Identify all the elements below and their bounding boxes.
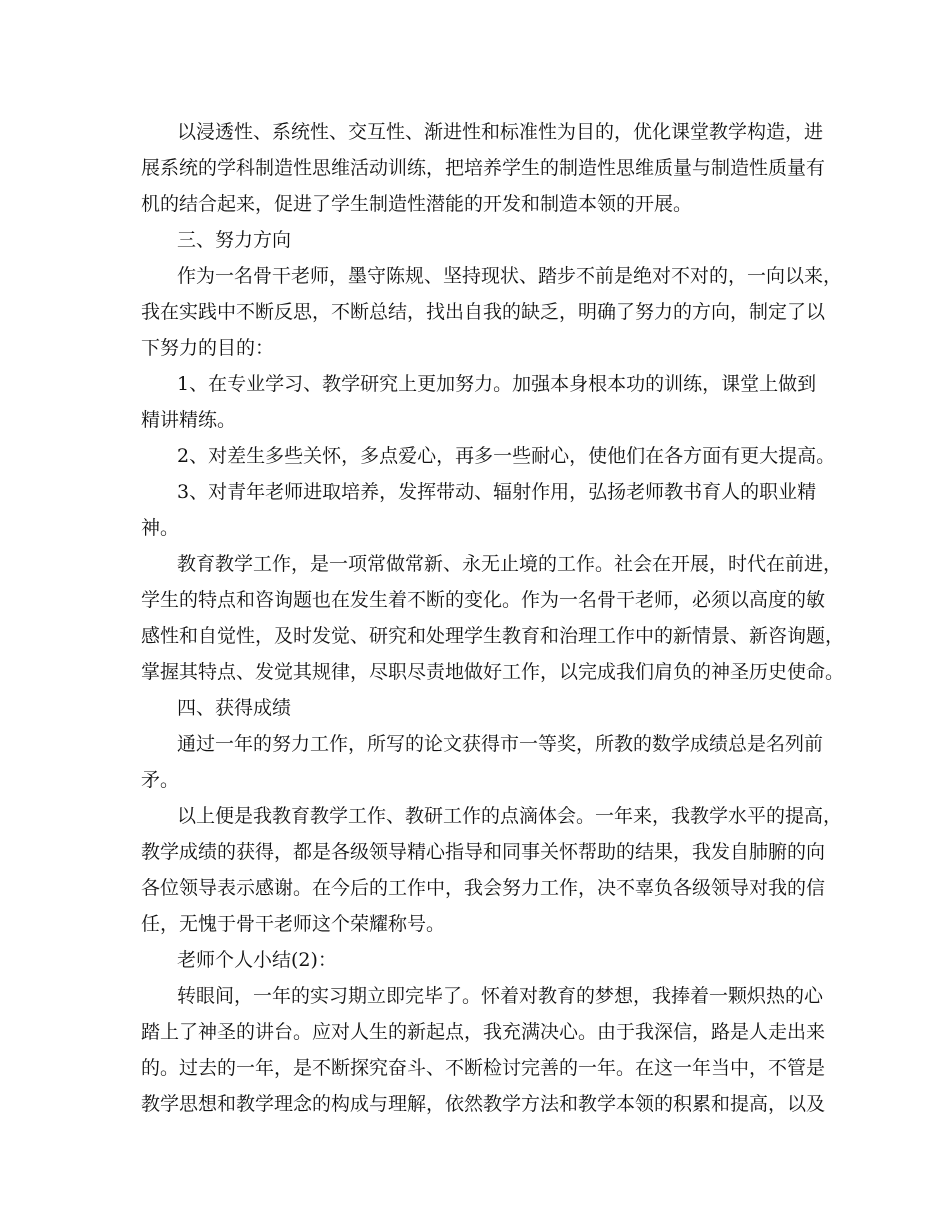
section-heading: 四、获得成绩 bbox=[177, 697, 292, 719]
text-line: 各位领导表示感谢。在今后的工作中，我会努力工作，决不辜负各级领导对我的信 bbox=[141, 877, 826, 899]
text-line: 掌握其特点、发觉其规律，尽职尽责地做好工作，以完成我们肩负的神圣历史使命。 bbox=[141, 661, 845, 683]
text-line: 教学成绩的获得，都是各级领导精心指导和同事关怀帮助的结果，我发自肺腑的向 bbox=[141, 841, 826, 863]
text-line: 神。 bbox=[141, 517, 180, 539]
list-item: 2、对差生多些关怀，多点爱心，再多一些耐心，使他们在各方面有更大提高。 bbox=[177, 445, 836, 467]
text-line: 的。过去的一年，是不断探究奋斗、不断检讨完善的一年。在这一年当中，不管是 bbox=[141, 1057, 826, 1079]
text-line: 机的结合起来，促进了学生制造性潜能的开发和制造本领的开展。 bbox=[141, 193, 693, 215]
section-heading: 三、努力方向 bbox=[177, 229, 292, 251]
text-line: 展系统的学科制造性思维活动训练，把培养学生的制造性思维质量与制造性质量有 bbox=[141, 157, 826, 179]
text-line: 我在实践中不断反思，不断总结，找出自我的缺乏，明确了努力的方向，制定了以 bbox=[141, 301, 826, 323]
list-item: 3、对青年老师进取培养，发挥带动、辐射作用，弘扬老师教书育人的职业精 bbox=[177, 481, 817, 503]
text-line: 踏上了神圣的讲台。应对人生的新起点，我充满决心。由于我深信，路是人走出来 bbox=[141, 1021, 826, 1043]
text-line: 感性和自觉性，及时发觉、研究和处理学生教育和治理工作中的新情景、新咨询题， bbox=[141, 625, 845, 647]
list-item: 1、在专业学习、教学研究上更加努力。加强本身根本功的训练，课堂上做到 bbox=[177, 373, 817, 395]
text-line: 下努力的目的： bbox=[141, 337, 275, 359]
text-line: 任，无愧于骨干老师这个荣耀称号。 bbox=[141, 913, 446, 935]
text-line: 学生的特点和咨询题也在发生着不断的变化。作为一名骨干老师，必须以高度的敏 bbox=[141, 589, 826, 611]
text-line: 作为一名骨干老师，墨守陈规、坚持现状、踏步不前是绝对不对的，一向以来， bbox=[177, 265, 843, 287]
text-line: 教学思想和教学理念的构成与理解，依然教学方法和教学本领的积累和提高，以及 bbox=[141, 1093, 826, 1115]
text-line: 以上便是我教育教学工作、教研工作的点滴体会。一年来，我教学水平的提高， bbox=[177, 805, 843, 827]
text-line: 精讲精练。 bbox=[141, 409, 237, 431]
section-heading: 老师个人小结(2)： bbox=[177, 949, 337, 971]
text-line: 教育教学工作，是一项常做常新、永无止境的工作。社会在开展，时代在前进， bbox=[177, 553, 843, 575]
text-line: 转眼间，一年的实习期立即完毕了。怀着对教育的梦想，我捧着一颗炽热的心 bbox=[177, 985, 824, 1007]
text-line: 通过一年的努力工作，所写的论文获得市一等奖，所教的数学成绩总是名列前 bbox=[177, 733, 824, 755]
text-line: 矛。 bbox=[141, 769, 180, 791]
text-line: 以浸透性、系统性、交互性、渐进性和标准性为目的，优化课堂教学构造，进 bbox=[177, 121, 824, 143]
